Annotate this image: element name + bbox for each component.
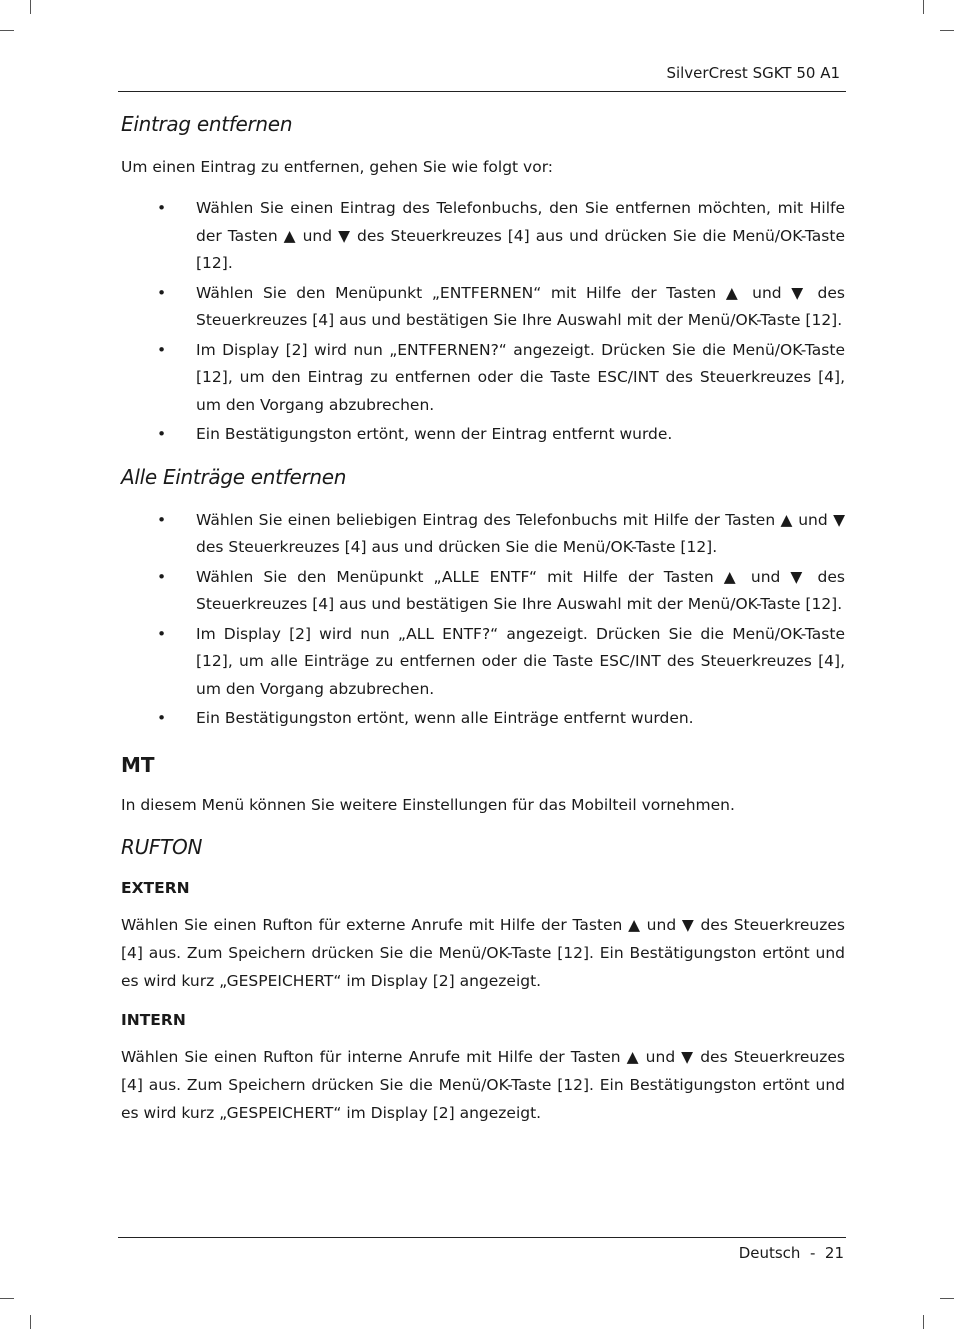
bullet-icon: • bbox=[157, 340, 167, 359]
section-title-remove-entry: Eintrag entfernen bbox=[121, 112, 293, 136]
mt-intro: In diesem Menü können Sie weitere Einstellungen für das Mobilteil vornehmen. bbox=[121, 795, 735, 814]
list-item: • Ein Bestätigungston ertönt, wenn alle Einträge entfernt wurden. bbox=[121, 705, 845, 733]
intern-text: Wählen Sie einen Rufton für interne Anrufe mit Hilfe der Tasten ▲ und ▼ des Steuerkreuzes [4] aus. Zum Speichern drücken Sie die Menü/OK-Taste [12]. Ein Bestätigungston ertönt und es wird kurz „GESPEICHERT“ im Display [2] angezeigt. bbox=[121, 1047, 845, 1122]
bullet-icon: • bbox=[157, 283, 167, 302]
section-title-mt: MT bbox=[121, 752, 155, 777]
section-title-remove-all: Alle Einträge entfernen bbox=[121, 464, 347, 489]
crop-mark bbox=[940, 1298, 954, 1299]
footer-rule bbox=[118, 1237, 846, 1238]
bullet-icon: • bbox=[157, 567, 167, 586]
bullet-icon: • bbox=[157, 199, 167, 217]
crop-mark bbox=[30, 1315, 31, 1329]
running-header: SilverCrest SGKT 50 A1 bbox=[666, 64, 840, 82]
page-content bbox=[121, 112, 845, 1127]
remove-entry-steps bbox=[121, 195, 845, 449]
crop-mark bbox=[30, 0, 31, 14]
list-item: • Wählen Sie einen Eintrag des Telefonbuchs, den Sie entfernen möchten, mit Hilfe der Tasten ▲ und ▼ des Steuerkreuzes [4] aus und drücken Sie die Menü/OK-Taste [12]. bbox=[121, 195, 845, 278]
crop-mark bbox=[0, 1298, 14, 1299]
bullet-icon: • bbox=[157, 425, 167, 443]
list-item: • Ein Bestätigungston ertönt, wenn der Eintrag entfernt wurde. bbox=[121, 421, 845, 449]
list-item: • Wählen Sie den Menüpunkt „ENTFERNEN“ mit Hilfe der Tasten ▲ und ▼ des Steuerkreuzes [4] aus und bestätigen Sie Ihre Auswahl mit der Menü/OK-Taste [12]. bbox=[121, 280, 845, 335]
crop-mark bbox=[940, 30, 954, 31]
crop-mark bbox=[0, 30, 14, 31]
crop-mark bbox=[923, 0, 924, 14]
header-rule bbox=[118, 91, 846, 92]
list-item: • Im Display [2] wird nun „ALL ENTF?“ angezeigt. Drücken Sie die Menü/OK-Taste [12], um alle Einträge zu entfernen oder die Taste ESC/INT des Steuerkreuzes [4], um den Vorgang abzubrechen. bbox=[121, 621, 845, 704]
list-item: • Im Display [2] wird nun „ENTFERNEN?“ angezeigt. Drücken Sie die Menü/OK-Taste [12], um den Eintrag zu entfernen oder die Taste ESC/INT des Steuerkreuzes [4], um den Vorgang abzubrechen. bbox=[121, 337, 845, 420]
list-item: • Wählen Sie einen beliebigen Eintrag des Telefonbuchs mit Hilfe der Tasten ▲ und ▼ des Steuerkreuzes [4] aus und drücken Sie die Menü/OK-Taste [12]. bbox=[121, 507, 845, 562]
list-item: • Wählen Sie den Menüpunkt „ALLE ENTF“ mit Hilfe der Tasten ▲ und ▼ des Steuerkreuzes [4] aus und bestätigen Sie Ihre Auswahl mit der Menü/OK-Taste [12]. bbox=[121, 564, 845, 619]
bullet-icon: • bbox=[157, 624, 167, 643]
bullet-icon: • bbox=[157, 709, 167, 727]
extern-text: Wählen Sie einen Rufton für externe Anrufe mit Hilfe der Tasten ▲ und ▼ des Steuerkreuzes [4] aus. Zum Speichern drücken Sie die Menü/OK-Taste [12]. Ein Bestätigungston ertönt und es wird kurz „GESPEICHERT“ im Display [2] angezeigt. bbox=[121, 915, 845, 990]
subsection-title-extern: EXTERN bbox=[121, 878, 190, 897]
page-number: Deutsch - 21 bbox=[738, 1244, 844, 1262]
remove-entry-intro: Um einen Eintrag zu entfernen, gehen Sie wie folgt vor: bbox=[121, 158, 554, 176]
bullet-icon: • bbox=[157, 510, 167, 529]
section-title-rufton: RUFTON bbox=[121, 834, 203, 859]
remove-all-steps bbox=[121, 507, 845, 733]
crop-mark bbox=[923, 1315, 924, 1329]
subsection-title-intern: INTERN bbox=[121, 1010, 186, 1029]
